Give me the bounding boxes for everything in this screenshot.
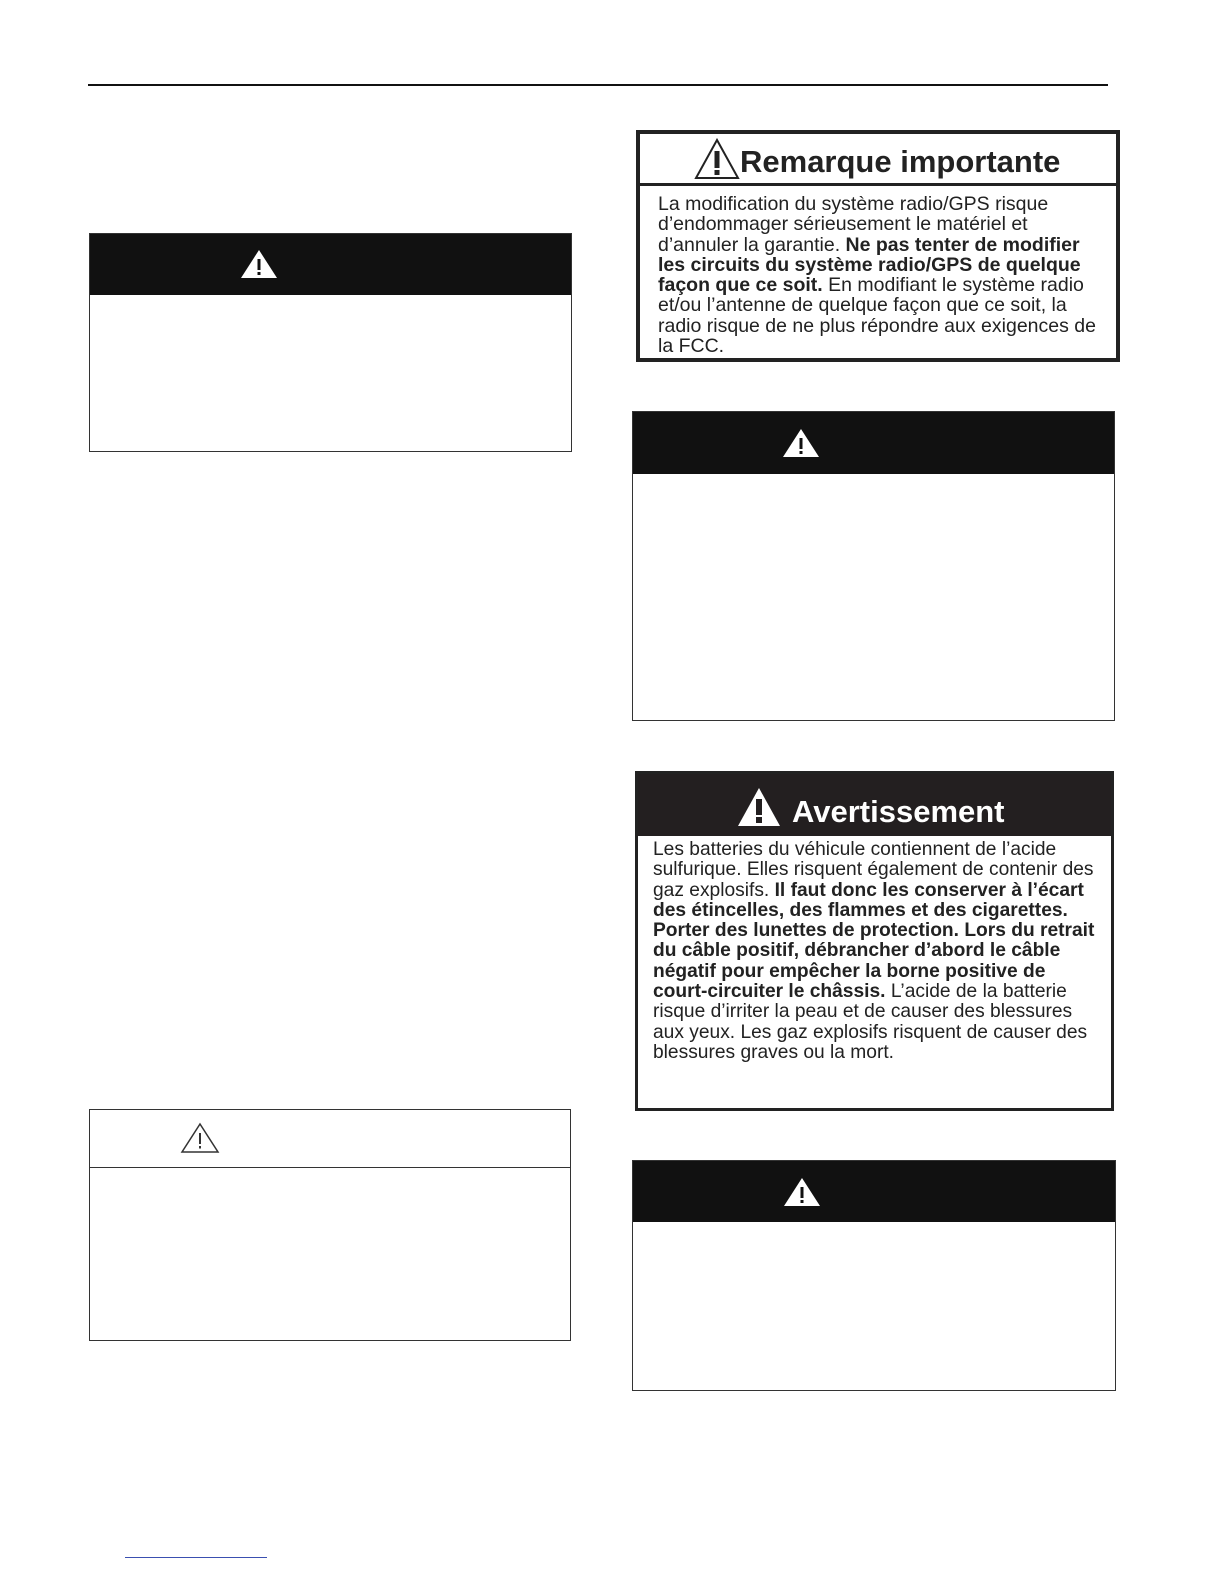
notice-text: La modification du système radio/GPS risque d’endommager sérieusement le matériel et d’annuler la garantie. Ne pas tenter de modifier les circuits du système radio/GPS de quelque façon que ce soit. En modifiant le système radio et/ou l’antenne de quelque façon que ce soit, la radio risque de ne plus répondre aux exigences de la FCC. bbox=[658, 193, 1096, 358]
warning-box-left-top bbox=[89, 233, 572, 452]
warning-box-header bbox=[633, 412, 1114, 474]
avertissement-header bbox=[638, 774, 1111, 836]
warning-triangle-icon bbox=[781, 427, 821, 459]
warning-triangle-icon bbox=[239, 248, 279, 280]
top-rule bbox=[88, 84, 1108, 86]
warning-triangle-icon bbox=[782, 1176, 822, 1208]
caution-box-header bbox=[90, 1110, 570, 1168]
warning-triangle-icon bbox=[180, 1122, 220, 1154]
warning-box-header bbox=[633, 1161, 1115, 1222]
warning-triangle-icon bbox=[694, 138, 740, 180]
warning-box-header bbox=[90, 234, 571, 295]
important-notice-box bbox=[636, 130, 1120, 362]
footer-link-rule bbox=[125, 1557, 267, 1558]
avertissement-text: Les batteries du véhicule contiennent de l’acide sulfurique. Elles risquent également de contenir des gaz explosifs. Il faut donc les conserver à l’écart des étincelles, des flammes et des cigarettes. Porter des lunettes de protection. Lors du retrait du câble positif, débrancher d’abord le câble négatif pour empêcher la borne positive de court-circuiter le châssis. L’acide de la batterie risque d’irriter la peau et de causer des blessures aux yeux. Les gaz explosifs risquent de causer des blessures graves ou la mort. bbox=[653, 839, 1095, 1063]
avertissement-title: Avertissement bbox=[792, 794, 1005, 829]
warning-triangle-icon bbox=[736, 786, 782, 828]
warning-box-right-bottom bbox=[632, 1160, 1116, 1391]
notice-header bbox=[640, 134, 1116, 186]
notice-title: Remarque importante bbox=[740, 144, 1061, 179]
battery-warning-box bbox=[635, 771, 1114, 1111]
caution-box-left-bottom bbox=[89, 1109, 571, 1341]
warning-box-right-middle bbox=[632, 411, 1115, 721]
